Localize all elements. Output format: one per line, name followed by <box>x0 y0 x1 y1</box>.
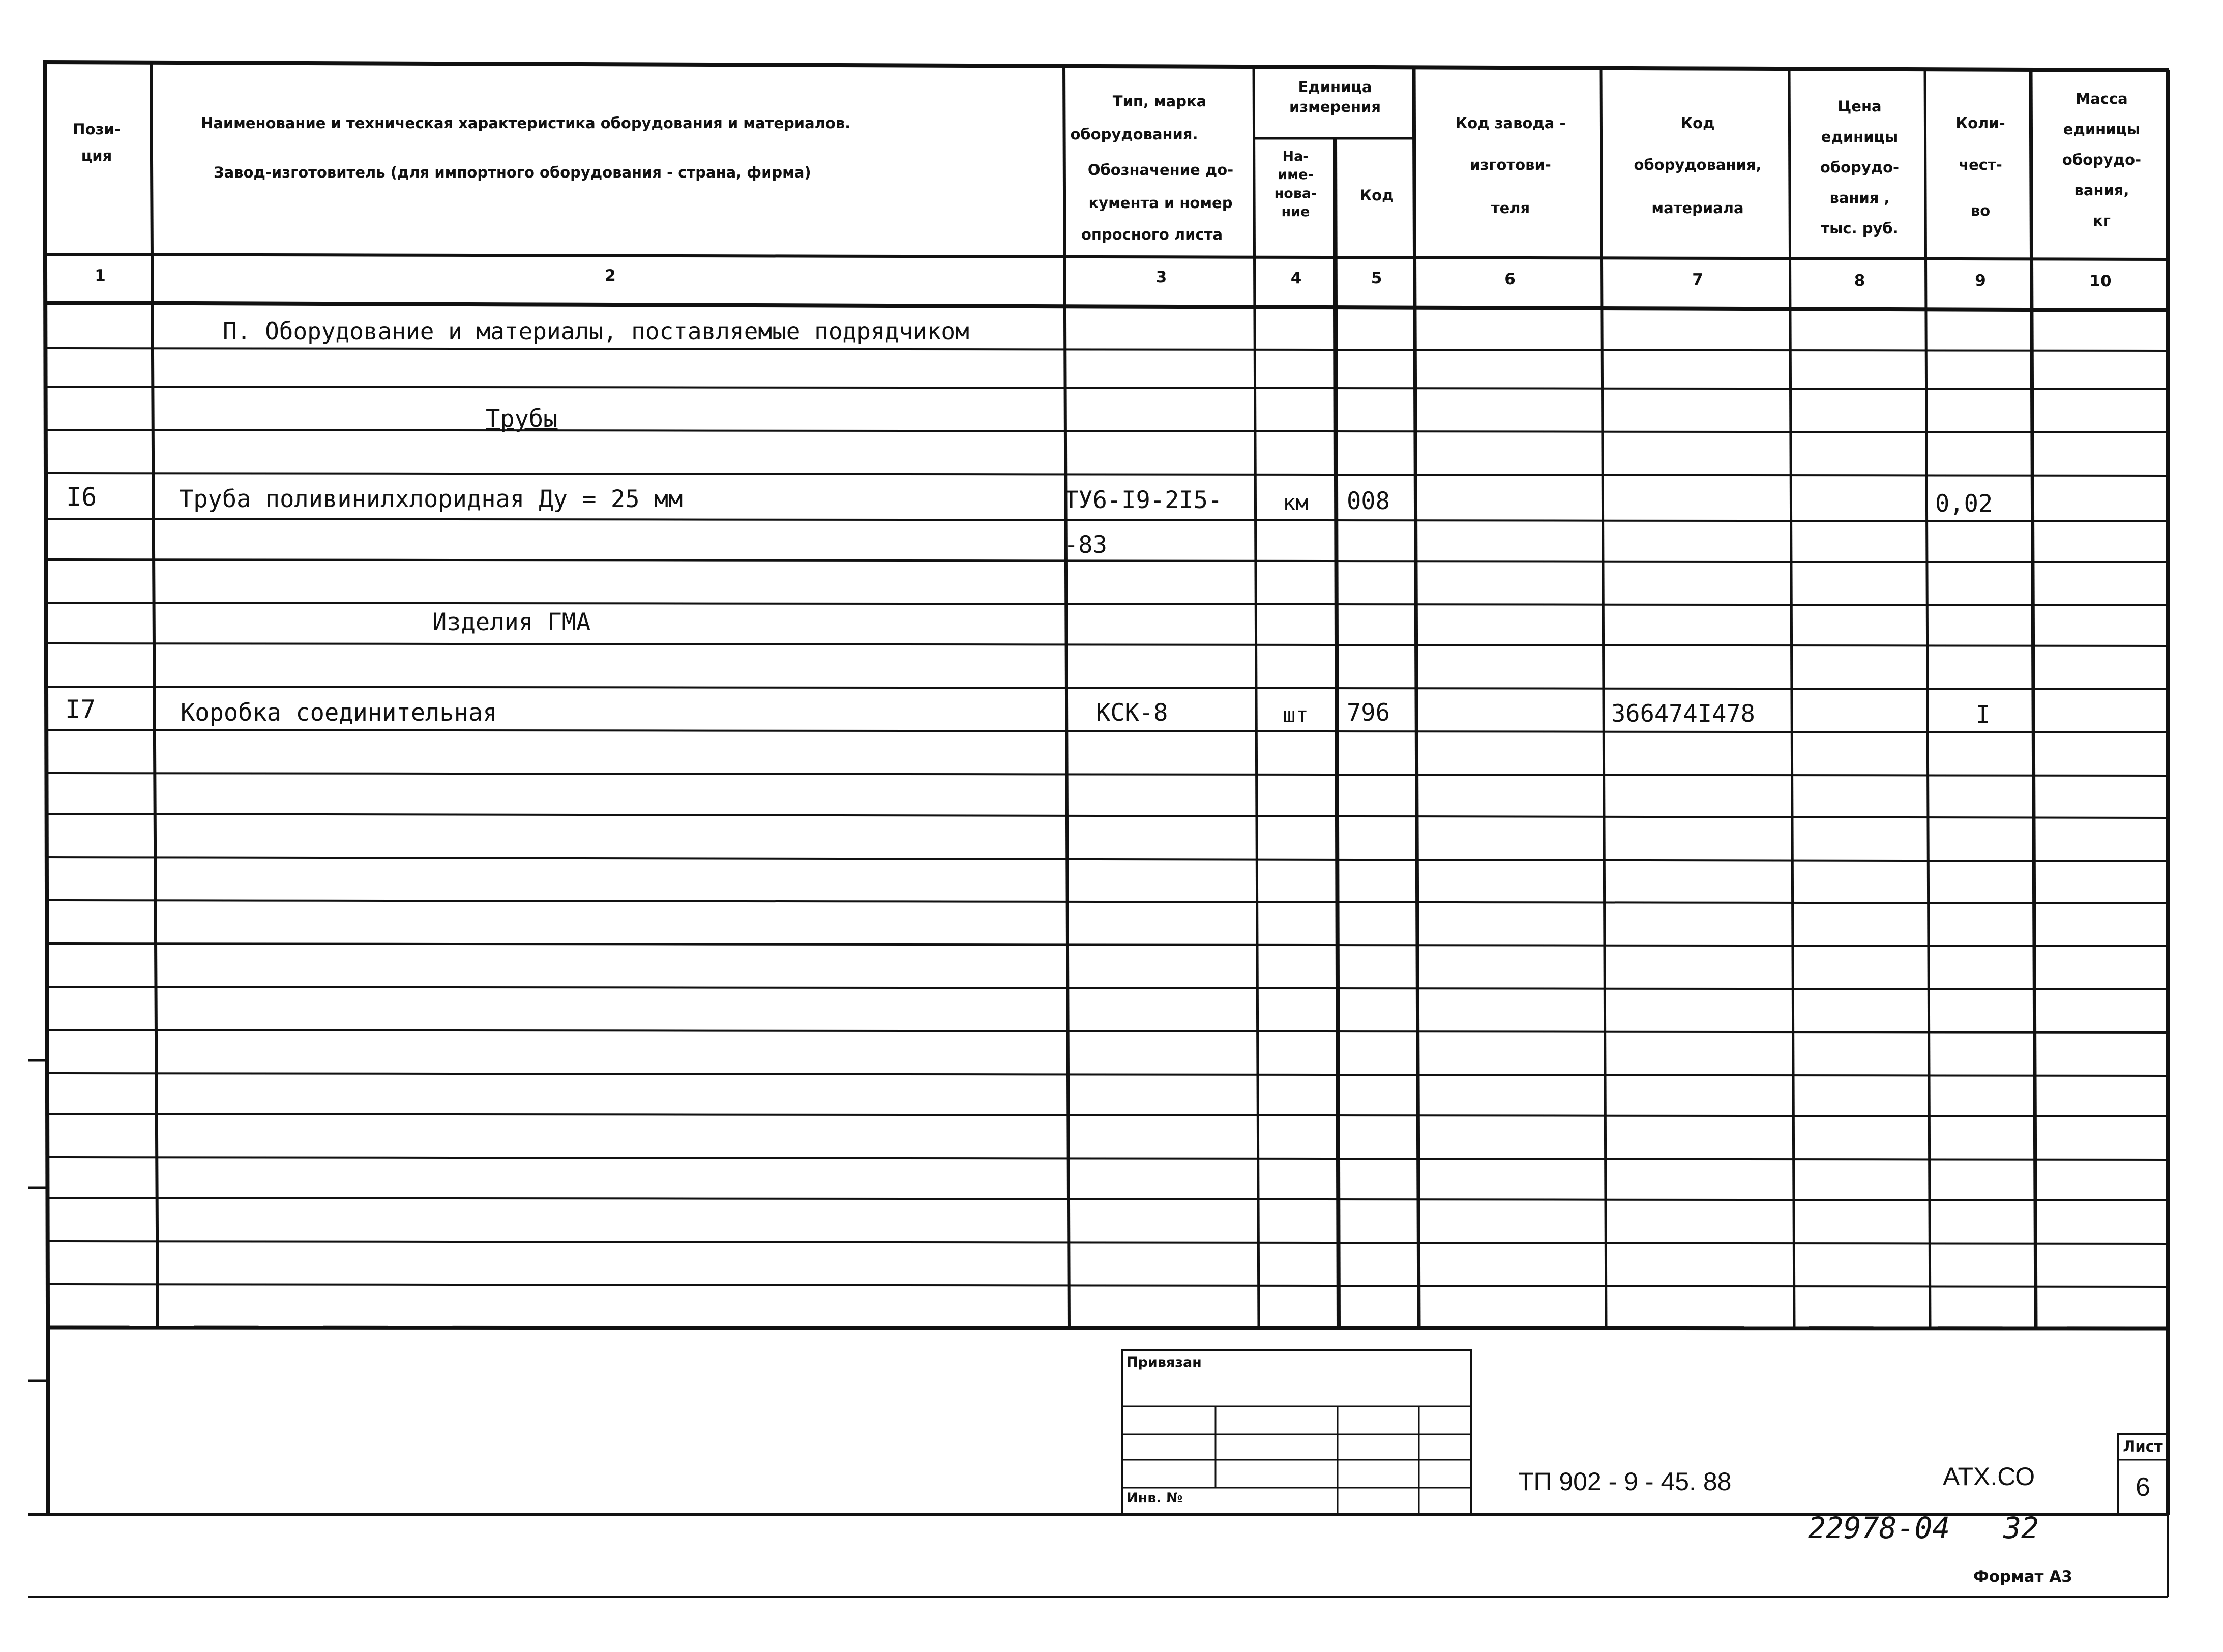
table-row-17-quantity: I <box>1975 701 1991 729</box>
header-unit-code: Код <box>1359 187 1394 204</box>
header-equip-code-l3: материала <box>1651 199 1744 217</box>
header-mass-l5: кг <box>2093 212 2111 229</box>
table-row-16-position: I6 <box>66 482 97 512</box>
column-number-9: 9 <box>1975 272 1986 290</box>
table-row-17-equipment-code: 366474I478 <box>1611 700 1755 728</box>
sheet-label: Лист <box>2123 1438 2163 1455</box>
table-row-16-quantity: 0,02 <box>1935 490 1993 518</box>
header-mass-l4: вания, <box>2074 182 2129 199</box>
gma-title: Изделия ГМА <box>432 608 591 636</box>
header-qty-l1: Коли- <box>1955 114 2005 132</box>
table-row-16-unit-name: км <box>1283 490 1309 515</box>
table-row-17-unit-name: шт <box>1283 702 1309 727</box>
header-equip-code-l1: Код <box>1680 114 1715 132</box>
column-number-5: 5 <box>1371 269 1382 287</box>
header-type-l1: Тип, марка <box>1112 93 1207 110</box>
header-type-l5: опросного листа <box>1081 226 1223 243</box>
column-number-3: 3 <box>1155 268 1167 286</box>
header-name-line2: Завод-изготовитель (для импортного оборудования - страна, фирма) <box>214 164 811 181</box>
table-row-17-name: Коробка соединительная <box>181 699 497 727</box>
header-price-l4: вания , <box>1829 189 1890 206</box>
header-factory-l1: Код завода - <box>1455 114 1566 132</box>
header-equip-code-l2: оборудования, <box>1634 156 1762 173</box>
format-label: Формат А3 <box>1973 1568 2072 1586</box>
header-mass-l3: оборудо- <box>2062 151 2142 168</box>
table-row-17-type: КСК-8 <box>1096 699 1168 727</box>
column-number-1: 1 <box>95 267 106 285</box>
header-qty-l3: во <box>1970 202 1991 219</box>
section-title: П. Оборудование и материалы, поставляемые подрядчиком <box>223 317 969 345</box>
handwritten-archive-number: 22978-04 32 <box>1808 1511 2039 1545</box>
header-type-l3: Обозначение до- <box>1087 161 1234 179</box>
header-type-l2: оборудования. <box>1070 126 1198 143</box>
header-factory-l3: теля <box>1491 199 1530 217</box>
header-name-line1: Наименование и техническая характеристика оборудования и материалов. <box>201 114 851 132</box>
pipes-title: Трубы <box>486 405 558 433</box>
header-price-l1: Цена <box>1837 98 1882 115</box>
header-mass-l1: Масса <box>2076 90 2128 107</box>
header-price-l5: тыс. руб. <box>1821 220 1899 237</box>
column-number-7: 7 <box>1692 271 1703 289</box>
sheet-number: 6 <box>2136 1472 2150 1502</box>
table-row-16-unit-code: 008 <box>1347 487 1390 515</box>
column-number-2: 2 <box>605 267 616 285</box>
document-mark: АТХ.СО <box>1943 1462 2035 1491</box>
column-number-10: 10 <box>2089 272 2112 290</box>
header-mass-l2: единицы <box>2063 121 2141 138</box>
header-unit-group: Единица измерения <box>1289 78 1381 116</box>
document-code: ТП 902 - 9 - 45. 88 <box>1518 1467 1732 1496</box>
header-unit-name: На- име- нова- ние <box>1274 149 1317 220</box>
column-number-4: 4 <box>1290 269 1302 287</box>
header-price-l3: оборудо- <box>1820 159 1900 176</box>
table-row-16-name: Труба поливинилхлоридная Ду = 25 мм <box>179 485 683 513</box>
header-type-l4: кумента и номер <box>1088 194 1233 212</box>
table-row-17-unit-code: 796 <box>1347 699 1390 727</box>
table-row-16-type-l2: -83 <box>1064 531 1107 559</box>
column-number-6: 6 <box>1504 270 1516 288</box>
stamp-inventory-label: Инв. № <box>1127 1490 1183 1506</box>
table-row-17-position: I7 <box>65 695 96 724</box>
column-number-8: 8 <box>1854 272 1865 290</box>
table-row-16-type-l1: ТУ6-I9-2I5- <box>1064 486 1223 514</box>
header-price-l2: единицы <box>1821 128 1899 145</box>
header-qty-l2: чест- <box>1959 156 2002 173</box>
header-factory-l2: изготови- <box>1470 156 1551 173</box>
stamp-privyazan-label: Привязан <box>1127 1354 1202 1370</box>
header-position: Пози- ция <box>73 121 121 165</box>
